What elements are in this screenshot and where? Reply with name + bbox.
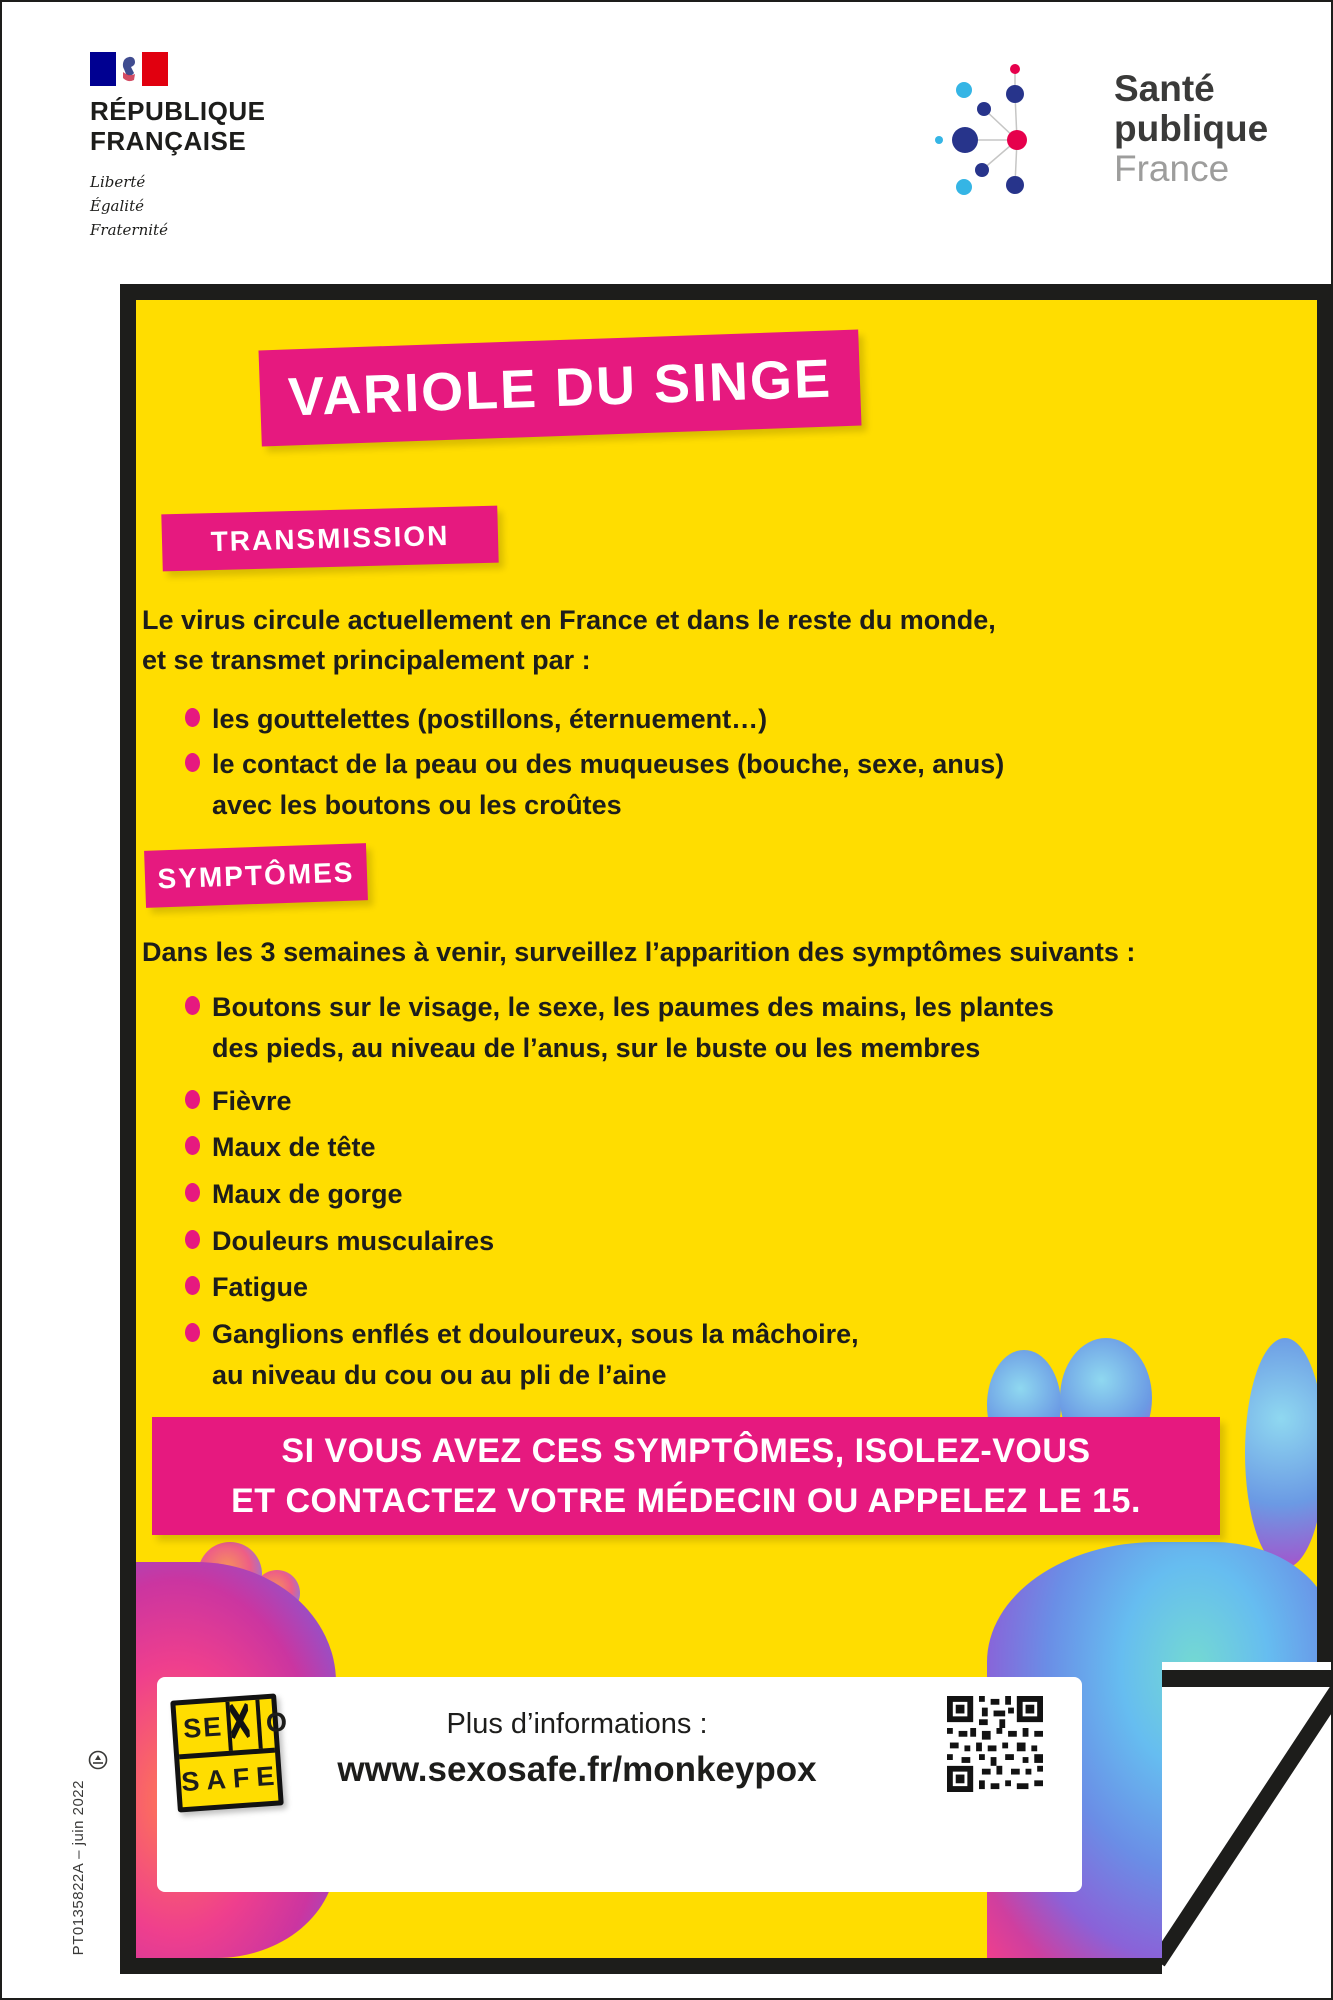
bullet-dot-icon	[185, 1090, 200, 1109]
qr-code	[947, 1696, 1043, 1792]
symptom-bullet: Maux de gorge	[185, 1174, 403, 1215]
republique-francaise-logo	[90, 52, 265, 242]
transmission-bullet: le contact de la peau ou des muqueuses (bouche, sexe, anus) avec les boutons ou les croûtes	[185, 744, 1004, 826]
spf-wordmark: Santé publique France	[1114, 68, 1269, 189]
bullet-dot-icon	[185, 708, 200, 727]
bullet-dot-icon	[185, 1323, 200, 1342]
page-fold-corner	[1162, 1662, 1333, 2000]
republique-line2: FRANÇAISE	[90, 126, 247, 156]
symptom-bullet: Maux de tête	[185, 1127, 376, 1168]
symptomes-intro: Dans les 3 semaines à venir, surveillez l’apparition des symptômes suivants :	[142, 937, 1136, 967]
section-heading-symptomes: SYMPTÔMES	[144, 843, 368, 908]
virus-blob-finger	[1245, 1338, 1325, 1568]
page-title: VARIOLE DU SINGE	[259, 330, 862, 447]
bullet-dot-icon	[185, 753, 200, 772]
sante-publique-france-logo	[932, 47, 1268, 197]
motto: Liberté Égalité Fraternité	[90, 173, 168, 239]
info-url: www.sexosafe.fr/monkeypox	[337, 1750, 817, 1789]
fold-crease	[1162, 1662, 1333, 2000]
symptom-bullet: Boutons sur le visage, le sexe, les paumes des mains, les plantes des pieds, au niveau de l’anus, sur le buste ou les membres	[185, 987, 1054, 1069]
sexosafe-x-icon	[225, 1700, 262, 1751]
bullet-dot-icon	[185, 996, 200, 1015]
print-reference: PT0135822A – juin 2022	[70, 1780, 87, 1956]
bullet-dot-icon	[185, 1276, 200, 1295]
bullet-dot-icon	[185, 1230, 200, 1249]
bullet-dot-icon	[185, 1183, 200, 1202]
french-flag-icon	[90, 52, 168, 86]
alert-banner: SI VOUS AVEZ CES SYMPTÔMES, ISOLEZ-VOUS ET CONTACTEZ VOTRE MÉDECIN OU APPELEZ LE 15.	[152, 1417, 1220, 1535]
sexosafe-logo: SE O SAFE	[170, 1693, 284, 1812]
transmission-bullet: les gouttelettes (postillons, éternuement…)	[185, 699, 767, 740]
symptom-bullet: Fatigue	[185, 1267, 308, 1308]
info-label: Plus d’informations :	[446, 1708, 708, 1740]
bullet-dot-icon	[185, 1136, 200, 1155]
symptom-bullet: Ganglions enflés et douloureux, sous la mâchoire, au niveau du cou ou au pli de l’aine	[185, 1314, 859, 1396]
transmission-intro: Le virus circule actuellement en France et dans le reste du monde, et se transmet principalement par :	[142, 605, 996, 675]
republique-line1: RÉPUBLIQUE	[90, 96, 266, 126]
triman-recycle-icon	[88, 1750, 108, 1770]
marianne-profile-icon	[116, 52, 142, 86]
republique-wordmark	[90, 96, 265, 156]
symptom-bullet: Fièvre	[185, 1081, 292, 1122]
symptom-bullet: Douleurs musculaires	[185, 1221, 494, 1262]
spf-network-icon	[932, 47, 1102, 197]
poster-border-bottom	[120, 1958, 1162, 1974]
section-heading-transmission: TRANSMISSION	[161, 506, 498, 572]
